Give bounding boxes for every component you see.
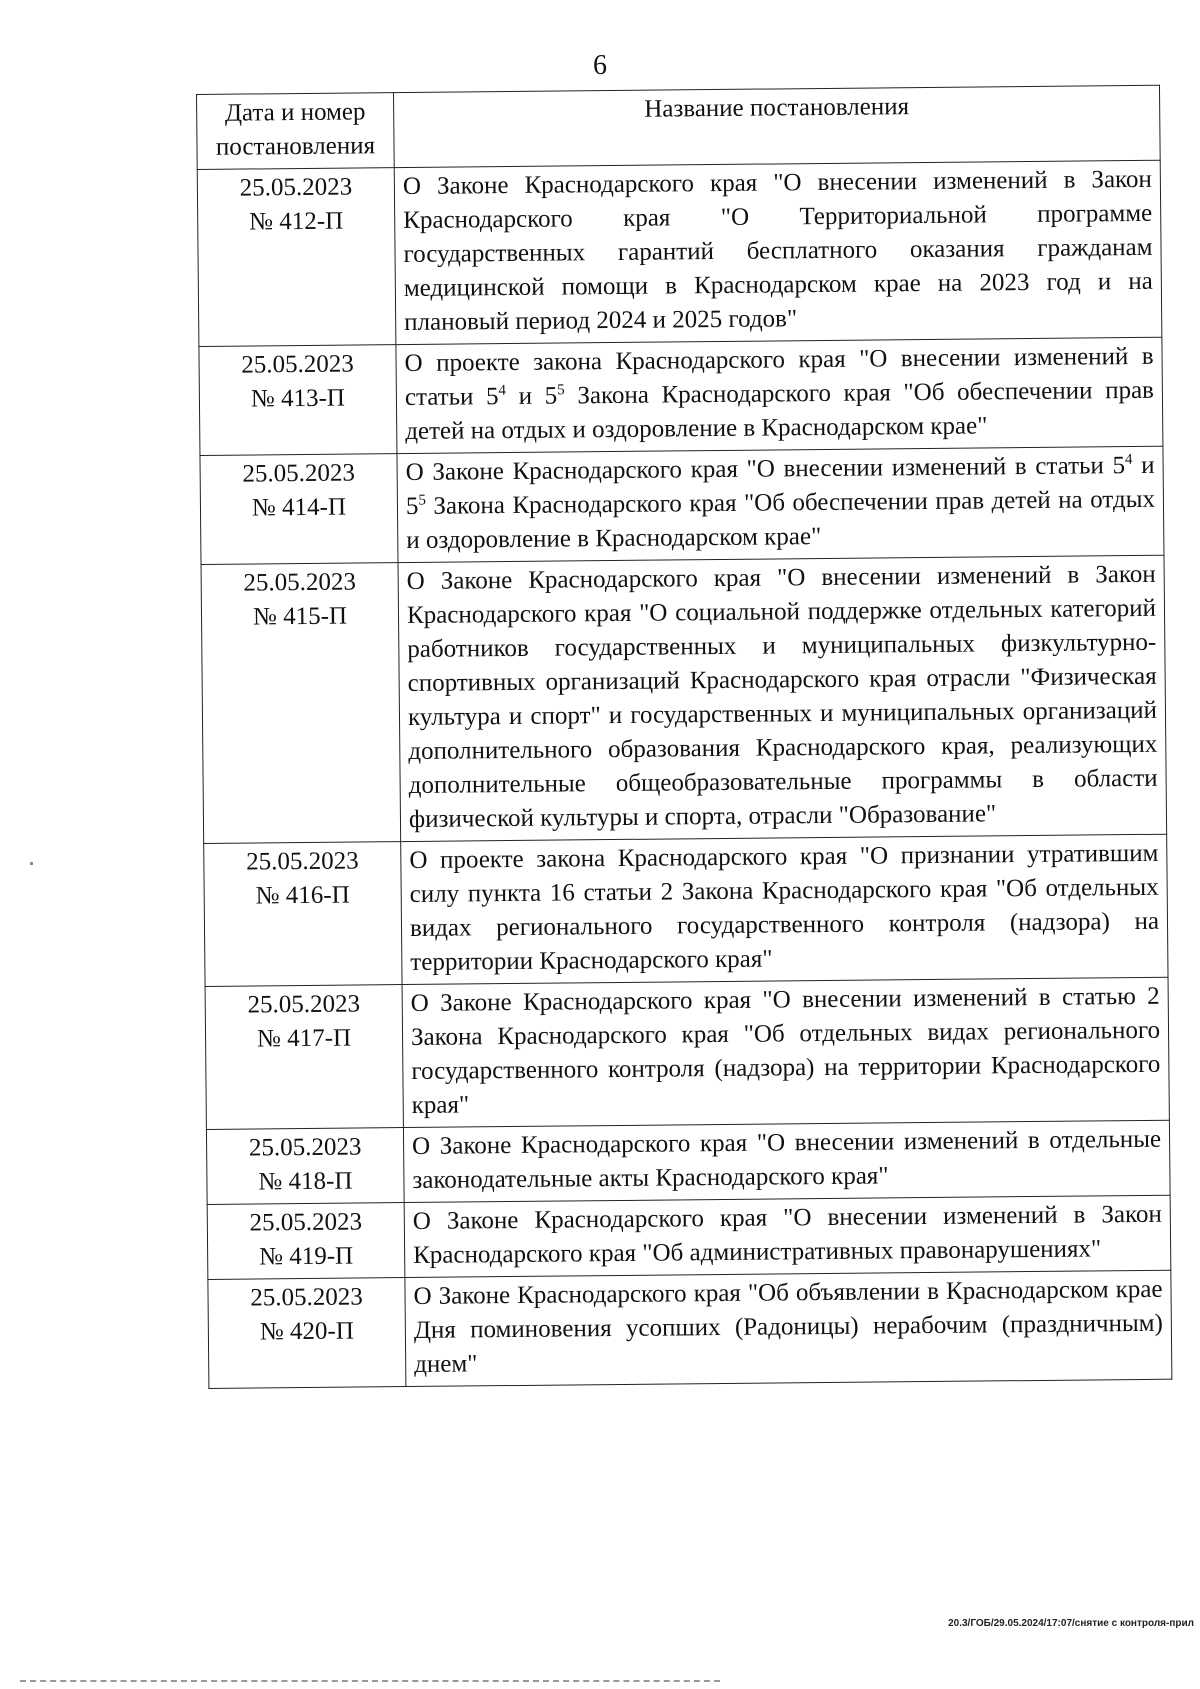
row-date-cell — [197, 168, 396, 347]
row-number: № 416-П — [255, 881, 350, 910]
superscript: 4 — [1124, 451, 1133, 468]
superscript: 4 — [498, 382, 507, 399]
row-date-cell — [205, 985, 403, 1130]
table-row — [208, 1270, 1172, 1388]
row-date-cell — [200, 454, 398, 565]
row-title-text: и 5 — [405, 451, 1155, 521]
table-row — [206, 1120, 1170, 1204]
header-title: Название постановления — [393, 85, 1160, 167]
row-number: № 412-П — [249, 207, 344, 236]
scan-speck — [30, 862, 33, 865]
bottom-edge-marks — [20, 1680, 720, 1682]
superscript: 5 — [557, 382, 565, 399]
row-title: О проекте закона Краснодарского края "О признании утратившим силу пункта 16 статьи 2 Закона Краснодарского края "Об отдельных видах регионального государственного контроля (надзора) на территории Краснодарского края" — [401, 834, 1168, 984]
row-number: № 418-П — [258, 1167, 353, 1196]
table-row — [204, 834, 1168, 986]
row-number: № 419-П — [259, 1242, 354, 1271]
header-date-number: Дата и номер постановления — [197, 93, 395, 170]
row-title — [396, 337, 1163, 453]
row-number: № 420-П — [259, 1317, 354, 1346]
superscript: 5 — [418, 492, 426, 509]
row-date: 25.05.2023 — [250, 1283, 363, 1312]
row-title: О Законе Краснодарского края "Об объявлении в Краснодарском крае Дня поминовения усопших (Радоницы) нерабочим (праздничным) днем" — [405, 1270, 1172, 1386]
row-number: № 415-П — [252, 602, 348, 631]
table-row — [197, 160, 1162, 346]
table-row — [207, 1195, 1171, 1279]
page-number: 6 — [593, 50, 607, 81]
row-title: О Законе Краснодарского края "О внесении изменений в Закон Краснодарского края "О Территориальной программе государственных гарантий бесплатного оказания гражданам медицинской помощи в Краснодарском крае на 2023 год и на плановый период 2024 и 2025 годов" — [394, 160, 1162, 344]
row-date-cell — [208, 1278, 406, 1389]
row-date-cell — [199, 345, 397, 456]
row-date-cell — [201, 563, 401, 844]
row-title: О Законе Краснодарского края "О внесении изменений в Закон Краснодарского края "О социальной поддержке отдельных категорий работников государственных и муниципальных физкультурно-спортивных организаций Краснодарского края отрасли "Физическая культура и спорт" и государственных и муниципальных организаций дополнительного образования Краснодарского края, реализующих дополнительные общеобразовательные программы в области физической культуры и спорта, отрасли "Образование" — [398, 555, 1167, 841]
row-date-cell — [206, 1128, 404, 1205]
row-title-text: и 5 — [505, 382, 558, 411]
table-row — [205, 977, 1169, 1129]
row-title-text: Закона Краснодарского края "Об обеспечении прав детей на отдых и оздоровление в Краснодарском крае" — [406, 485, 1156, 555]
row-date-cell — [204, 842, 402, 987]
row-title-text: О Законе Краснодарского края "О внесении изменений в статьи 5 — [405, 452, 1126, 487]
row-title-text: О проекте закона Краснодарского края "О внесении изменений в статьи 5 — [404, 342, 1154, 412]
footer-document-code: 20.3/ГОБ/29.05.2024/17:07/снятие с контроля-прил — [948, 1618, 1194, 1629]
resolutions-table — [196, 85, 1172, 1389]
row-title-text: Закона Краснодарского края "Об обеспечении прав детей на отдых и оздоровление в Краснодарском крае" — [405, 376, 1155, 446]
row-date: 25.05.2023 — [241, 350, 354, 379]
row-date: 25.05.2023 — [245, 847, 359, 876]
table-row — [200, 446, 1164, 564]
table-header-row — [197, 85, 1161, 169]
row-date: 25.05.2023 — [239, 173, 353, 202]
row-date: 25.05.2023 — [249, 1208, 363, 1237]
row-title: О Законе Краснодарского края "О внесении изменений в отдельные законодательные акты Краснодарского края" — [403, 1120, 1170, 1202]
row-date-cell — [207, 1203, 405, 1280]
row-title: О Законе Краснодарского края "О внесении изменений в Закон Краснодарского края "Об административных правонарушениях" — [404, 1195, 1171, 1277]
row-date: 25.05.2023 — [247, 990, 361, 1019]
row-number: № 417-П — [256, 1024, 352, 1053]
row-number: № 413-П — [250, 384, 346, 413]
row-date: 25.05.2023 — [248, 1133, 362, 1162]
table-row — [201, 555, 1167, 843]
row-date: 25.05.2023 — [243, 568, 357, 597]
row-title — [397, 446, 1164, 562]
row-date: 25.05.2023 — [242, 459, 356, 488]
table-row — [199, 337, 1163, 455]
row-title: О Законе Краснодарского края "О внесении изменений в статью 2 Закона Краснодарского края "Об отдельных видах регионального государственного контроля (надзора) на территории Краснодарского края" — [402, 977, 1169, 1127]
row-number: № 414-П — [251, 493, 347, 522]
